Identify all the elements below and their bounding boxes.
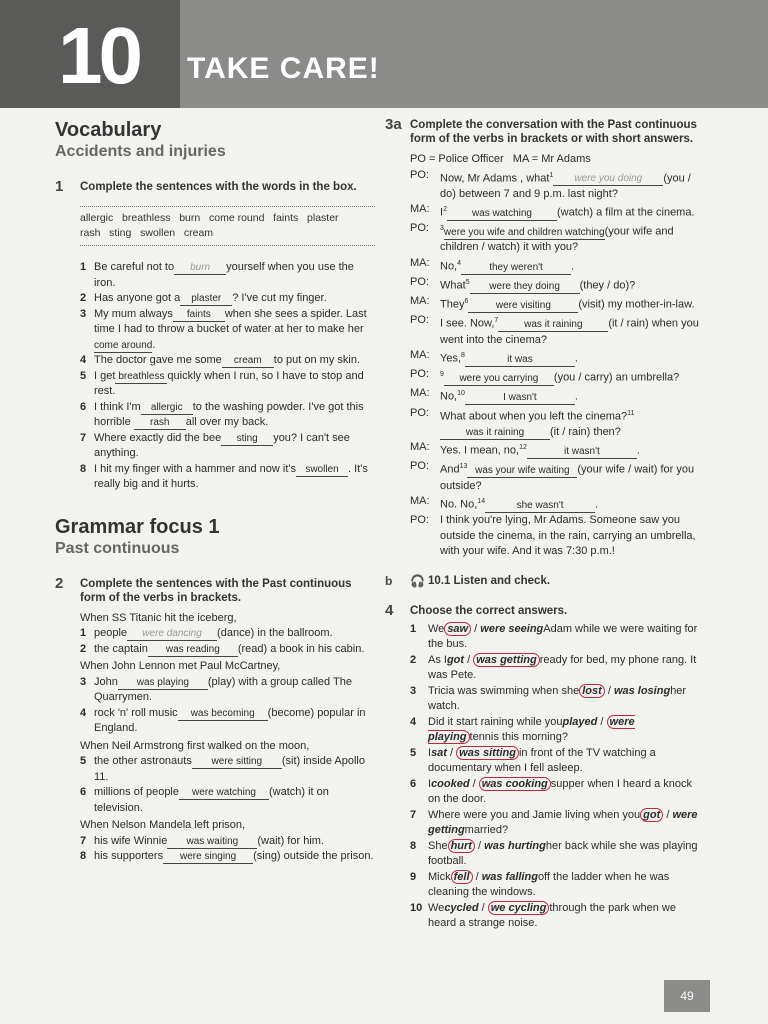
dialogue-text: [440, 348, 578, 367]
dialogue-text-after: (you / do) between 7 and 9 p.m. last night?: [440, 172, 691, 200]
list-item: [80, 291, 375, 307]
vocabulary-heading: Vocabulary: [55, 119, 162, 141]
option-2[interactable]: was getting: [473, 653, 540, 667]
item-text-after: married?: [464, 824, 509, 837]
list-item: [410, 777, 705, 808]
gap-number: 11: [627, 409, 635, 417]
item-number: 1: [410, 622, 417, 635]
item-number: 6: [410, 777, 417, 790]
item-text-after: supper when I heard a knock on the door.: [428, 777, 693, 806]
dialogue-line: [410, 513, 705, 560]
item-text: [94, 675, 375, 706]
answer-blank[interactable]: swollen: [296, 464, 348, 477]
answer-blank[interactable]: was it raining: [440, 427, 550, 440]
item-text-before: Where were you and Jamie living when you: [428, 808, 641, 821]
answer-blank[interactable]: was your wife waiting: [467, 465, 577, 478]
speaker: PO:: [410, 514, 429, 527]
item-text: As Igot / was getting ready for bed, my phone rang. It was Pete.: [428, 653, 697, 682]
dialogue-line: [410, 168, 705, 203]
exercise-4-instruction: 4 Choose the correct answers.: [385, 601, 568, 619]
item-number: 2: [80, 292, 87, 304]
answer-blank[interactable]: come around: [94, 339, 153, 351]
gap-number: 5: [465, 279, 470, 287]
item-number: 7: [80, 834, 87, 847]
answer-blank[interactable]: were they doing: [470, 281, 580, 294]
word-box-line-1: allergic breathless burn come round faints plaster: [80, 212, 339, 224]
item-text: Icooked / was cooking supper when I heard a knock on the door.: [428, 777, 693, 806]
item-text-before: the captain: [94, 642, 148, 655]
item-text-before: his wife Winnie: [94, 834, 168, 847]
word-box-line-2: rash sting swollen cream: [80, 227, 214, 239]
item-number: 6: [80, 400, 87, 413]
item-text: She hurt / was hurtingher back while she was playing football.: [428, 839, 698, 868]
dialogue-text-after: (you / carry) an umbrella?: [553, 371, 680, 384]
item-text: [94, 754, 375, 785]
dialogue-line: [410, 294, 705, 313]
exercise-1-instruction: 1 Complete the sentences with the words in the box.: [55, 178, 357, 195]
answer-blank[interactable]: were sitting: [192, 756, 282, 769]
speaker: PO:: [410, 368, 429, 381]
item-text-before: I get: [94, 369, 116, 382]
exercise-2-items: [55, 611, 375, 865]
item-text-after: (play) with a group called The Quarrymen.: [94, 675, 352, 703]
speaker: PO:: [410, 168, 429, 181]
item-text-before: people: [94, 627, 128, 639]
option-2[interactable]: we cycling: [488, 901, 550, 915]
item-text-after: in front of the TV watching a documentary when I fell asleep.: [428, 746, 656, 775]
dialogue-text-after: (visit) my mother-in-law.: [578, 298, 695, 311]
item-text-before: She: [428, 839, 448, 852]
item-text-after: quickly when I run, so I have to stop and rest.: [94, 369, 364, 397]
dialogue-text: [440, 367, 679, 386]
gap-number: 10: [457, 390, 465, 398]
group-intro: When Neil Armstrong first walked on the moon,: [80, 739, 310, 752]
option-1[interactable]: lost: [579, 684, 605, 698]
item-text-before: Has anyone got a: [94, 292, 181, 304]
item-number: 7: [410, 808, 417, 821]
unit-number: 10: [58, 11, 139, 100]
item-number: 3: [410, 684, 417, 697]
option-2[interactable]: was hurting: [484, 839, 546, 852]
item-text: [94, 369, 375, 400]
item-text: [94, 260, 375, 291]
dialogue-line: [410, 221, 705, 256]
dialogue-text-before: What: [440, 279, 466, 292]
dialogue-text: [440, 294, 695, 313]
dialogue-text-before: And: [440, 464, 460, 477]
list-item: [80, 462, 375, 493]
vocabulary-subheading: Accidents and injuries: [55, 143, 226, 160]
answer-blank[interactable]: she wasn't: [485, 500, 595, 513]
item-number: 5: [80, 755, 87, 767]
dialogue-text-before: Yes. I mean, no,: [440, 444, 520, 457]
item-text: Tricia was swimming when she lost / was losingher watch.: [428, 684, 687, 713]
answer-blank[interactable]: were dancing: [127, 628, 217, 641]
option-2[interactable]: were getting: [428, 808, 698, 837]
item-text-after: (dance) in the ballroom.: [217, 627, 333, 639]
dialogue-text-before: No. No,: [440, 498, 478, 511]
dialogue-text-before: What about when you left the cinema?: [440, 410, 628, 423]
option-1[interactable]: played: [562, 715, 598, 728]
dialogue-line: [410, 494, 705, 513]
item-text-after: .: [152, 338, 156, 351]
item-number: 3: [80, 307, 87, 320]
item-number: 8: [80, 850, 87, 862]
answer-blank[interactable]: allergic: [141, 402, 193, 415]
dialogue-text-after: (your wife / wait) for you outside?: [440, 464, 695, 492]
speaker: MA:: [410, 349, 430, 362]
speaker: MA:: [410, 441, 430, 454]
list-item: [410, 746, 705, 777]
option-2[interactable]: were seeing: [480, 622, 544, 635]
exercise-3a-dialogue: [385, 168, 705, 560]
answer-blank[interactable]: rash: [134, 417, 186, 430]
dialogue-text: [440, 275, 635, 294]
dialogue-text-before: I: [440, 206, 444, 219]
word-box: [80, 206, 375, 246]
gap-number: 13: [459, 463, 468, 471]
list-item: [410, 653, 705, 684]
item-text-after: ? I've cut my finger.: [232, 292, 327, 304]
item-text-before: My mum always: [94, 307, 173, 320]
dialogue-text-after: (it / rain) then?: [550, 425, 621, 438]
item-text-before: Where exactly did the bee: [94, 431, 222, 444]
list-item: [80, 834, 375, 850]
item-text-before: The doctor gave me some: [94, 354, 222, 366]
dialogue-text-before: They: [440, 298, 465, 311]
speaker: MA:: [410, 495, 430, 508]
list-item: [410, 715, 705, 746]
answer-blank[interactable]: was waiting: [167, 836, 257, 849]
answer-blank[interactable]: were visiting: [468, 300, 578, 313]
speaker: PO:: [410, 276, 429, 289]
list-item: [80, 353, 375, 369]
list-item: [80, 849, 375, 865]
item-text-before: I: [428, 777, 432, 790]
item-text-after: (read) a book in his cabin.: [237, 642, 365, 655]
group-intro: When Nelson Mandela left prison,: [80, 819, 246, 831]
dialogue-line: [410, 348, 705, 367]
answer-blank[interactable]: were singing: [163, 851, 253, 864]
answer-blank[interactable]: were you doing: [553, 173, 663, 186]
item-number: 1: [80, 261, 87, 273]
dialogue-text-after: .: [574, 391, 578, 404]
item-text-after: through the park when we heard a strange noise.: [428, 901, 676, 930]
dialogue-line: [410, 275, 705, 294]
item-number: 4: [410, 715, 417, 728]
exercise-1-items: [55, 260, 375, 493]
dialogue-line: [410, 367, 705, 386]
item-text-after: when she sees a spider. Last time I had to throw a bucket of water at her to make her: [94, 307, 367, 335]
group-intro: When SS Titanic hit the iceberg,: [80, 611, 237, 624]
answer-blank[interactable]: I wasn't: [465, 392, 575, 405]
item-text-before: We: [428, 901, 445, 914]
gap-number: 12: [519, 444, 527, 452]
item-text: We saw / were seeingAdam while we were waiting for the bus.: [428, 622, 698, 651]
dialogue-text-after: .: [574, 352, 578, 365]
item-number: 10: [410, 901, 423, 914]
option-1[interactable]: fell: [451, 870, 473, 884]
option-1[interactable]: cycled: [444, 901, 479, 914]
item-text-before: Mick: [428, 870, 451, 883]
speaker-key: PO = Police Officer MA = Mr Adams: [410, 153, 591, 165]
item-text-before: I hit my finger with a hammer and now it's: [94, 462, 297, 475]
item-text: [94, 785, 375, 816]
item-text-before: rock 'n' roll music: [94, 706, 178, 719]
item-text-after: her watch.: [428, 684, 687, 713]
item-text-before: We: [428, 622, 445, 635]
list-item: [80, 626, 375, 642]
item-text: [94, 307, 375, 354]
item-text: [94, 706, 375, 737]
list-item: [410, 870, 705, 901]
speaker: PO:: [410, 406, 429, 419]
item-number: 1: [80, 627, 87, 639]
list-item: [410, 684, 705, 715]
dialogue-text-after: (watch) a film at the cinema.: [556, 206, 695, 219]
dialogue-line: [410, 406, 705, 441]
item-text-after: all over my back.: [185, 416, 269, 428]
list-item: [410, 901, 705, 932]
dialogue-line: [410, 202, 705, 221]
answer-blank[interactable]: it wasn't: [527, 446, 637, 459]
list-item: [80, 706, 375, 737]
speaker: PO:: [410, 222, 429, 235]
dialogue-text-before: Now, Mr Adams , what: [440, 172, 550, 185]
answer-blank[interactable]: was playing: [118, 677, 208, 690]
page-number: 49: [664, 980, 710, 1012]
dialogue-text-before: I think you're lying, Mr Adams. Someone saw you outside the cinema, in the rain, carrying an umbrella, with your wife. And it was 7:30 p.m.!: [440, 514, 696, 558]
gap-number: 14: [477, 498, 486, 506]
item-text-after: tennis this morning?: [469, 731, 568, 744]
item-text-after: . It's really big and it hurts.: [94, 462, 368, 490]
item-number: 5: [80, 369, 87, 382]
list-item: [410, 808, 705, 839]
dialogue-text-before: Yes,: [440, 352, 462, 365]
audio-icon[interactable]: 🎧: [410, 573, 425, 588]
speaker: MA:: [410, 295, 430, 308]
answer-blank[interactable]: cream: [222, 355, 274, 368]
option-2[interactable]: was cooking: [479, 777, 551, 791]
gap-number: 4: [457, 259, 462, 267]
item-text-after: off the ladder when he was cleaning the windows.: [428, 870, 670, 899]
answer-blank[interactable]: were you wife and children watching: [443, 226, 605, 238]
gap-number: 1: [549, 171, 554, 179]
item-text: [94, 431, 375, 462]
item-number: 8: [410, 839, 417, 852]
unit-header: [0, 0, 768, 108]
item-text-before: I think I'm: [94, 400, 141, 413]
dialogue-text: [440, 202, 695, 221]
item-text: Isat / was sitting in front of the TV watching a documentary when I fell asleep.: [428, 746, 656, 775]
answer-blank[interactable]: was watching: [447, 208, 557, 221]
answer-blank[interactable]: sting: [221, 433, 273, 446]
option-1[interactable]: sat: [431, 746, 447, 759]
option-1[interactable]: hurt: [448, 839, 475, 853]
item-text: [94, 834, 324, 850]
answer-blank[interactable]: they weren't: [461, 262, 571, 275]
item-text: [94, 400, 375, 431]
dialogue-text: [440, 168, 705, 203]
dialogue-text-before: No,: [440, 260, 458, 273]
item-text-before: Tricia was swimming when she: [428, 684, 580, 697]
answer-blank[interactable]: plaster: [180, 293, 232, 306]
answer-blank[interactable]: it was: [465, 354, 575, 367]
speaker: PO:: [410, 314, 429, 327]
gap-number: 6: [464, 298, 469, 306]
list-item: [80, 642, 375, 658]
item-number: 4: [80, 354, 87, 366]
dialogue-line: [410, 440, 705, 459]
option-2[interactable]: was losing: [613, 684, 671, 697]
item-text: [94, 849, 374, 865]
exercise-3b: b 🎧 10.1 Listen and check.: [385, 573, 551, 588]
list-item: [80, 754, 375, 785]
option-1[interactable]: saw: [444, 622, 471, 636]
dialogue-text: [440, 406, 705, 441]
item-text-before: I: [428, 746, 432, 759]
dialogue-text-after: (it / rain) when you went into the cinema?: [440, 318, 699, 346]
item-text: Where were you and Jamie living when you got / were gettingmarried?: [428, 808, 698, 837]
gap-number: 9: [440, 371, 444, 379]
item-text: Mick fell / was fallingoff the ladder when he was cleaning the windows.: [428, 870, 670, 899]
item-text-after: to put on my skin.: [273, 354, 361, 366]
item-text-before: his supporters: [94, 850, 164, 862]
option-2[interactable]: was sitting: [456, 746, 519, 760]
dialogue-text: [440, 386, 578, 405]
option-1[interactable]: cooked: [431, 777, 470, 790]
dialogue-text: [440, 221, 705, 256]
item-text-after: her back while she was playing football.: [428, 839, 698, 868]
item-text-after: you? I can't see anything.: [94, 431, 350, 459]
item-text-after: (become) popular in England.: [94, 706, 366, 734]
answer-blank[interactable]: were you carrying: [444, 373, 554, 386]
dialogue-text-after: .: [636, 444, 640, 457]
option-1[interactable]: got: [640, 808, 663, 822]
item-number: 2: [80, 642, 87, 655]
answer-blank[interactable]: was it raining: [498, 319, 608, 332]
dialogue-text: [440, 256, 574, 275]
left-column: [55, 118, 375, 865]
item-text: [94, 642, 364, 658]
answer-blank[interactable]: breathless: [115, 371, 167, 384]
item-text-after: ready for bed, my phone rang. It was Pete.: [428, 653, 697, 682]
exercise-2-instruction: 2 Complete the sentences with the Past continuous form of the verbs in brackets.: [55, 574, 352, 604]
list-item: [80, 369, 375, 400]
right-column: [385, 118, 705, 932]
list-item: [80, 675, 375, 706]
gap-number: 8: [461, 352, 465, 360]
dialogue-line: [410, 313, 705, 348]
gap-number: 3: [440, 225, 444, 233]
item-text-after: (sit) inside Apollo 11.: [94, 755, 365, 783]
exercise-3a-instruction: 3a Complete the conversation with the Past continuous form of the verbs in brackets or with short answers.: [385, 116, 697, 145]
item-text-after: yourself when you use the iron.: [94, 261, 354, 289]
item-text-before: millions of people: [94, 786, 179, 798]
dialogue-text: [440, 494, 598, 513]
item-text-after: (wait) for him.: [257, 834, 324, 847]
list-item: [410, 839, 705, 870]
item-text: Did it start raining while youplayed / were playing tennis this morning?: [428, 715, 635, 744]
item-text-before: John: [94, 675, 118, 688]
group-intro: When John Lennon met Paul McCartney,: [80, 660, 281, 672]
item-text-before: As I: [428, 653, 447, 666]
list-item: [80, 431, 375, 462]
dialogue-text: [440, 440, 640, 459]
option-2[interactable]: was falling: [481, 870, 538, 883]
grammar-heading: Grammar focus 1: [55, 515, 220, 538]
dialogue-text-after: (they / do)?: [579, 279, 636, 292]
speaker: PO:: [410, 460, 429, 473]
answer-blank[interactable]: was becoming: [178, 708, 268, 721]
item-number: 2: [410, 653, 417, 666]
item-text: Wecycled / we cycling through the park when we heard a strange noise.: [428, 901, 676, 930]
dialogue-text-after: (your wife and children / watch) it with you?: [440, 225, 674, 254]
item-text: [94, 462, 375, 493]
item-text-before: Be careful not to: [94, 261, 175, 273]
item-number: 5: [410, 746, 417, 759]
item-text-before: the other astronauts: [94, 755, 192, 767]
dialogue-text-after: .: [595, 498, 599, 511]
option-1[interactable]: got: [446, 653, 465, 666]
list-item: [80, 400, 375, 431]
list-item: [80, 307, 375, 354]
item-number: 6: [80, 786, 87, 798]
speaker: MA:: [410, 256, 430, 269]
dialogue-text-after: .: [571, 260, 575, 273]
item-number: 7: [80, 431, 87, 444]
list-item: [80, 260, 375, 291]
item-number: 3: [80, 675, 87, 688]
exercise-4-items: [385, 622, 705, 932]
dialogue-line: [410, 256, 705, 275]
dialogue-line: [410, 386, 705, 405]
dialogue-text: [440, 513, 705, 560]
gap-number: 7: [494, 317, 499, 325]
item-text-before: Did it start raining while you: [428, 715, 563, 728]
dialogue-line: [410, 459, 705, 494]
unit-number-box: [0, 0, 180, 108]
list-item: [80, 785, 375, 816]
answer-blank[interactable]: were watching: [179, 787, 269, 800]
item-text: [94, 291, 327, 307]
item-text-after: to the washing powder. I've got this horrible: [94, 400, 364, 428]
answer-blank[interactable]: faints: [173, 309, 225, 322]
item-number: 8: [80, 462, 87, 475]
dialogue-text-before: I see. Now,: [440, 318, 495, 331]
gap-number: 2: [443, 206, 447, 214]
list-item: [410, 622, 705, 653]
speaker: MA:: [410, 387, 430, 400]
item-text: [94, 353, 360, 369]
grammar-subheading: Past continuous: [55, 539, 180, 557]
unit-title: TAKE CARE!: [187, 52, 380, 85]
item-text: [94, 626, 333, 642]
item-text-after: (watch) it on television.: [94, 786, 329, 814]
item-number: 4: [80, 706, 87, 719]
answer-blank[interactable]: was reading: [148, 644, 238, 657]
item-text-after: (sing) outside the prison.: [253, 850, 374, 862]
answer-blank[interactable]: burn: [174, 262, 226, 275]
dialogue-text-before: No,: [440, 391, 458, 404]
item-text-after: Adam while we were waiting for the bus.: [428, 622, 698, 651]
item-number: 9: [410, 870, 417, 883]
dialogue-text: [440, 459, 705, 494]
option-2[interactable]: were playing: [428, 715, 635, 744]
dialogue-text: [440, 313, 705, 348]
speaker: MA:: [410, 203, 430, 216]
